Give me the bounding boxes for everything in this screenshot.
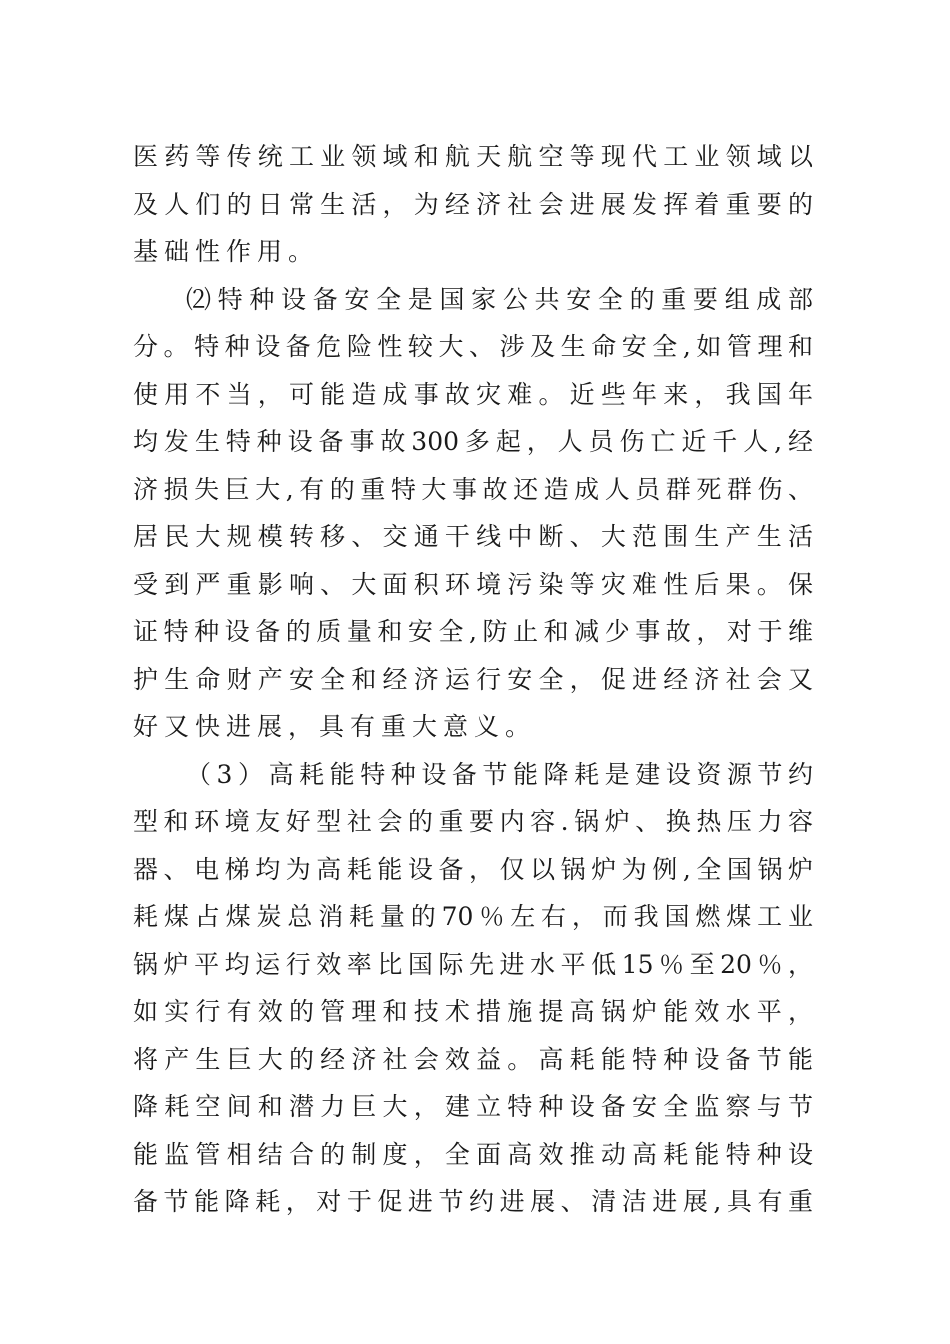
paragraph-3-line-3: 器、电梯均为高耗能设备，仅以锅炉为例,全国锅炉 (133, 855, 813, 884)
paragraph-3-line-9: 能监管相结合的制度，全面高效推动高耗能特种设 (133, 1140, 813, 1169)
paragraph-1-line-2: 及人们的日常生活，为经济社会进展发挥着重要的 (133, 190, 813, 219)
paragraph-3-line-1: （3）高耗能特种设备节能降耗是建设资源节约 (186, 760, 813, 789)
paragraph-2-line-8: 证特种设备的质量和安全,防止和减少事故，对于维 (133, 617, 813, 646)
paragraph-2-line-10: 好又快进展，具有重大意义。 (133, 712, 537, 741)
paragraph-2-line-7: 受到严重影响、大面积环境污染等灾难性后果。保 (133, 570, 813, 599)
paragraph-3-line-7: 将产生巨大的经济社会效益。高耗能特种设备节能 (133, 1045, 813, 1074)
paragraph-3-line-8: 降耗空间和潜力巨大，建立特种设备安全监察与节 (133, 1092, 813, 1121)
paragraph-1-line-1: 医药等传统工业领域和航天航空等现代工业领域以 (133, 142, 813, 171)
paragraph-3-line-6: 如实行有效的管理和技术措施提高锅炉能效水平， (133, 997, 813, 1026)
paragraph-2-line-2: 分。特种设备危险性较大、涉及生命安全,如管理和 (133, 332, 813, 361)
paragraph-1-line-3: 基础性作用。 (133, 237, 320, 266)
paragraph-2-line-9: 护生命财产安全和经济运行安全，促进经济社会又 (133, 665, 813, 694)
paragraph-2-line-1: ⑵特种设备安全是国家公共安全的重要组成部 (186, 285, 813, 314)
paragraph-3-line-5: 锅炉平均运行效率比国际先进水平低15％至20％， (133, 950, 813, 979)
paragraph-3-line-4: 耗煤占煤炭总消耗量的70％左右，而我国燃煤工业 (133, 902, 813, 931)
paragraph-2-line-3: 使用不当，可能造成事故灾难。近些年来，我国年 (133, 380, 813, 409)
paragraph-2-line-5: 济损失巨大,有的重特大事故还造成人员群死群伤、 (133, 475, 813, 504)
paragraph-3-line-10: 备节能降耗，对于促进节约进展、清洁进展,具有重 (133, 1187, 813, 1216)
paragraph-2-line-6: 居民大规模转移、交通干线中断、大范围生产生活 (133, 522, 813, 551)
paragraph-3-line-2: 型和环境友好型社会的重要内容.锅炉、换热压力容 (133, 807, 813, 836)
paragraph-2-line-4: 均发生特种设备事故300多起，人员伤亡近千人,经 (133, 427, 813, 456)
